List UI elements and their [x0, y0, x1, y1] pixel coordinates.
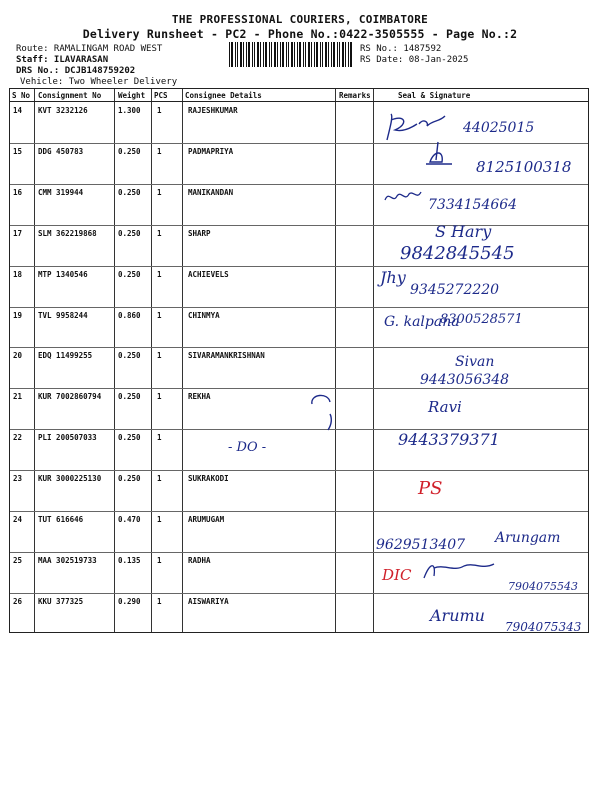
cell-weight: 0.250 [118, 433, 141, 443]
col-header-weight: Weight [118, 91, 146, 100]
staff-label: Staff: ILAVARASAN [16, 55, 109, 65]
cell-weight: 0.250 [118, 351, 141, 361]
signature-name-26: Arumu [430, 606, 485, 625]
cell-consignee: SIVARAMANKRISHNAN [188, 351, 265, 361]
bracket-mark-21 [306, 390, 336, 434]
cell-sno: 15 [13, 146, 23, 156]
row-divider [10, 266, 588, 267]
cell-weight: 0.860 [118, 310, 141, 320]
cell-weight: 0.290 [118, 596, 141, 606]
cell-weight: 0.250 [118, 228, 141, 238]
rs-number: RS No.: 1487592 [360, 44, 442, 54]
cell-sno: 21 [13, 392, 23, 402]
cell-pcs: 1 [157, 392, 162, 402]
signature-phone-22: 9443379371 [398, 430, 500, 449]
cell-weight: 0.250 [118, 269, 141, 279]
cell-consignment: KUR 7002860794 [38, 392, 102, 402]
signature-phone-14: 44025015 [463, 120, 535, 136]
cell-consignee: AISWARIYA [188, 596, 229, 606]
cell-consignment: KKU 377325 [38, 596, 84, 606]
cell-consignee: SUKRAKODI [188, 474, 229, 484]
ditto-mark-22: - DO - [228, 440, 267, 455]
cell-pcs: 1 [157, 555, 162, 565]
col-header-sno: S No [12, 91, 31, 100]
cell-pcs: 1 [157, 146, 162, 156]
cell-sno: 24 [13, 515, 23, 524]
cell-consignee: SHARP [188, 228, 211, 238]
col-header-pcs: PCS [154, 91, 168, 100]
row-divider [10, 552, 588, 553]
cell-pcs: 1 [157, 515, 162, 524]
signature-phone-19: 8300528571 [440, 312, 523, 327]
cell-consignment: TVL 9958244 [38, 310, 88, 320]
row-divider [10, 225, 588, 226]
cell-sno: 20 [13, 351, 23, 361]
cell-weight: 0.135 [118, 555, 141, 565]
cell-pcs: 1 [157, 474, 162, 484]
cell-consignee: RADHA [188, 555, 211, 565]
cell-consignment: DDG 450783 [38, 146, 84, 156]
cell-weight: 0.250 [118, 146, 141, 156]
signature-scribble-16 [383, 188, 427, 206]
cell-consignment: KUR 3000225130 [38, 474, 102, 484]
col-header-consignment: Consignment No [38, 91, 102, 100]
col-header-consignee: Consignee Details [185, 91, 262, 100]
row-divider [10, 511, 588, 512]
cell-pcs: 1 [157, 433, 162, 443]
signature-mark-25: DIC [382, 566, 412, 584]
signature-name-17: S Hary [435, 222, 492, 241]
runsheet-subtitle: Delivery Runsheet - PC2 - Phone No.:0422-3505555 - Page No.:2 [82, 27, 518, 41]
cell-sno: 22 [13, 433, 23, 443]
cell-consignee: ACHIEVELS [188, 269, 229, 279]
row-divider [10, 143, 588, 144]
cell-weight: 0.250 [118, 392, 141, 402]
row-divider [10, 429, 588, 430]
cell-consignment: MAA 302519733 [38, 555, 97, 565]
row-divider [10, 470, 588, 471]
cell-sno: 17 [13, 228, 23, 238]
cell-consignment: TUT 616646 [38, 515, 84, 524]
row-divider [10, 593, 588, 594]
row-divider [10, 184, 588, 185]
signature-phone-25: 7904075543 [508, 580, 578, 593]
signature-name-23: PS [418, 478, 443, 499]
cell-pcs: 1 [157, 596, 162, 606]
cell-sno: 23 [13, 474, 23, 484]
signature-phone-18: 9345272220 [410, 282, 500, 298]
cell-pcs: 1 [157, 187, 162, 197]
cell-consignment: PLI 200507033 [38, 433, 97, 443]
cell-sno: 18 [13, 269, 23, 279]
signature-name-18: Jhy [380, 268, 406, 287]
signature-mark-15 [424, 140, 454, 168]
signature-name-20: Sivan [455, 354, 495, 370]
cell-weight: 0.470 [118, 515, 141, 524]
row-divider [10, 347, 588, 348]
signature-name-19: G. kalpana [384, 314, 460, 330]
col-header-seal: Seal & Signature [398, 91, 471, 100]
cell-sno: 14 [13, 106, 23, 115]
cell-weight: 0.250 [118, 187, 141, 197]
cell-consignment: SLM 362219868 [38, 228, 97, 238]
signature-phone-16: 7334154664 [428, 197, 518, 213]
cell-consignment: KVT 3232126 [38, 106, 88, 115]
signature-scribble-25 [420, 558, 500, 584]
cell-sno: 26 [13, 596, 23, 606]
cell-pcs: 1 [157, 106, 162, 115]
signature-phone-15: 8125100318 [476, 158, 572, 176]
vehicle-label: Vehicle: Two Wheeler Delivery [20, 77, 178, 87]
rs-date: RS Date: 08-Jan-2025 [360, 55, 469, 65]
cell-consignment: EDQ 11499255 [38, 351, 93, 361]
signature-phone-20: 9443056348 [420, 372, 510, 388]
row-divider [10, 388, 588, 389]
cell-consignee: CHINMYA [188, 310, 220, 320]
cell-consignee: REKHA [188, 392, 211, 402]
cell-pcs: 1 [157, 310, 162, 320]
cell-consignee: MANIKANDAN [188, 187, 234, 197]
signature-phone-26: 7904075343 [505, 620, 582, 634]
company-title: THE PROFESSIONAL COURIERS, COIMBATORE [171, 13, 429, 26]
cell-sno: 16 [13, 187, 23, 197]
cell-consignment: CMM 319944 [38, 187, 84, 197]
barcode [228, 42, 356, 67]
drs-label: DRS No.: DCJB148759202 [16, 66, 136, 76]
cell-consignment: MTP 1340546 [38, 269, 88, 279]
cell-consignee: PADMAPRIYA [188, 146, 234, 156]
route-label: Route: RAMALINGAM ROAD WEST [16, 44, 163, 54]
cell-pcs: 1 [157, 269, 162, 279]
cell-sno: 25 [13, 555, 23, 565]
row-divider [10, 307, 588, 308]
cell-pcs: 1 [157, 228, 162, 238]
cell-sno: 19 [13, 310, 23, 320]
cell-weight: 0.250 [118, 474, 141, 484]
signature-phone-17: 9842845545 [400, 243, 515, 264]
signature-name-21: Ravi [428, 398, 462, 416]
signature-phone-24: 9629513407 [376, 537, 466, 553]
signature-name-24: Arungam [495, 530, 561, 546]
col-header-remarks: Remarks [339, 91, 371, 100]
cell-pcs: 1 [157, 351, 162, 361]
cell-weight: 1.300 [118, 106, 141, 115]
cell-consignee: RAJESHKUMAR [188, 106, 238, 115]
cell-consignee: ARUMUGAM [188, 515, 225, 524]
